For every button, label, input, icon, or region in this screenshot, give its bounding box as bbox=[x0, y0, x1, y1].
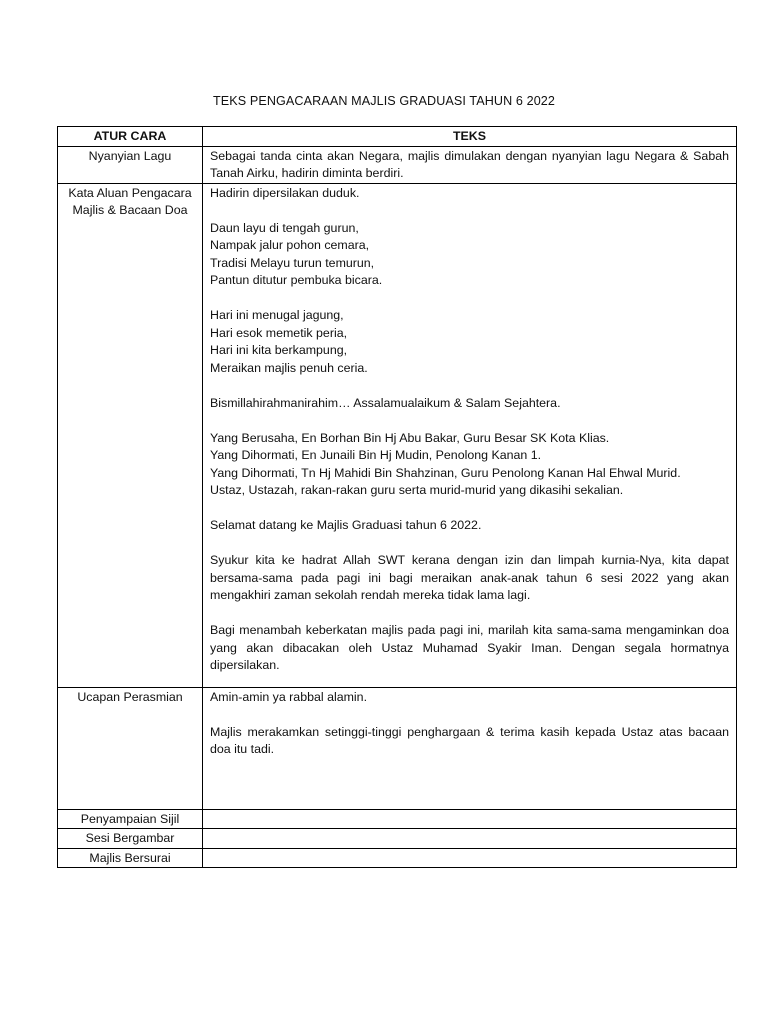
row-label: Sesi Bergambar bbox=[58, 829, 203, 849]
text-paragraph bbox=[210, 517, 729, 535]
row-content bbox=[203, 146, 737, 183]
row-label: Penyampaian Sijil bbox=[58, 809, 203, 829]
text-paragraph bbox=[210, 430, 729, 500]
text-line: Amin-amin ya rabbal alamin. bbox=[210, 689, 368, 704]
text-line: Hari ini kita berkampung, bbox=[210, 343, 348, 357]
table-row bbox=[58, 809, 737, 829]
row-content bbox=[203, 809, 737, 829]
text-line: Nampak jalur pohon cemara, bbox=[210, 238, 370, 252]
text-line: Pantun ditutur pembuka bicara. bbox=[210, 273, 383, 287]
text-paragraph bbox=[210, 689, 729, 707]
text-paragraph bbox=[210, 185, 729, 203]
row-label: Nyanyian Lagu bbox=[58, 146, 203, 183]
row-label: Majlis Bersurai bbox=[58, 848, 203, 868]
text-line: Tradisi Melayu turun temurun, bbox=[210, 255, 375, 270]
text-line: Yang Dihormati, En Junaili Bin Hj Mudin, Penolong Kanan 1. bbox=[210, 448, 542, 462]
text-line: Hari ini menugal jagung, bbox=[210, 308, 344, 322]
text-line: Bagi menambah keberkatan majlis pada pagi ini, marilah kita sama-sama mengaminkan doa yang akan dibacakan oleh Ustaz Muhamad Syakir Iman. Dengan segala hormatnya dipersilakan. bbox=[210, 623, 729, 672]
row-content bbox=[203, 848, 737, 868]
text-line: Syukur kita ke hadrat Allah SWT kerana dengan izin dan limpah kurnia-Nya, kita dapat bersama-sama pada pagi ini bagi meraikan anak-anak tahun 6 sesi 2022 yang akan mengakhiri zaman sekolah rendah mereka tidak lama lagi. bbox=[210, 553, 729, 602]
text-paragraph bbox=[210, 395, 729, 413]
text-paragraph bbox=[210, 220, 729, 290]
table-row bbox=[58, 687, 737, 809]
text-line: Hadirin dipersilakan duduk. bbox=[210, 185, 360, 200]
program-table bbox=[57, 126, 737, 868]
table-header-row bbox=[58, 127, 737, 147]
row-label: Ucapan Perasmian bbox=[58, 687, 203, 809]
table-row bbox=[58, 829, 737, 849]
row-content bbox=[203, 829, 737, 849]
text-paragraph bbox=[210, 552, 729, 605]
text-line: Meraikan majlis penuh ceria. bbox=[210, 360, 368, 375]
text-line: Daun layu di tengah gurun, bbox=[210, 220, 359, 235]
row-content bbox=[203, 687, 737, 809]
header-teks: TEKS bbox=[203, 127, 737, 147]
text-paragraph bbox=[210, 307, 729, 377]
row-label: Kata Aluan Pengacara Majlis & Bacaan Doa bbox=[58, 183, 203, 687]
text-paragraph bbox=[210, 622, 729, 675]
row-content bbox=[203, 183, 737, 687]
text-line: Hari esok memetik peria, bbox=[210, 325, 348, 340]
text-paragraph bbox=[210, 148, 729, 183]
text-line: Selamat datang ke Majlis Graduasi tahun 6 2022. bbox=[210, 518, 482, 532]
text-line: Ustaz, Ustazah, rakan-rakan guru serta murid-murid yang dikasihi sekalian. bbox=[210, 483, 624, 497]
text-line: Sebagai tanda cinta akan Negara, majlis dimulakan dengan nyanyian lagu Negara & Sabah Tanah Airku, hadirin diminta berdiri. bbox=[210, 148, 729, 180]
header-atur-cara: ATUR CARA bbox=[58, 127, 203, 147]
text-line: Majlis merakamkan setinggi-tinggi penghargaan & terima kasih kepada Ustaz atas bacaan doa itu tadi. bbox=[210, 724, 729, 756]
table-row bbox=[58, 848, 737, 868]
text-line: Yang Dihormati, Tn Hj Mahidi Bin Shahzinan, Guru Penolong Kanan Hal Ehwal Murid. bbox=[210, 465, 681, 480]
text-line: Yang Berusaha, En Borhan Bin Hj Abu Bakar, Guru Besar SK Kota Klias. bbox=[210, 430, 610, 445]
table-row bbox=[58, 146, 737, 183]
document-title: TEKS PENGACARAAN MAJLIS GRADUASI TAHUN 6 2022 bbox=[212, 94, 556, 108]
table-row bbox=[58, 183, 737, 687]
text-line: Bismillahirahmanirahim… Assalamualaikum & Salam Sejahtera. bbox=[210, 395, 561, 410]
text-paragraph bbox=[210, 724, 729, 759]
